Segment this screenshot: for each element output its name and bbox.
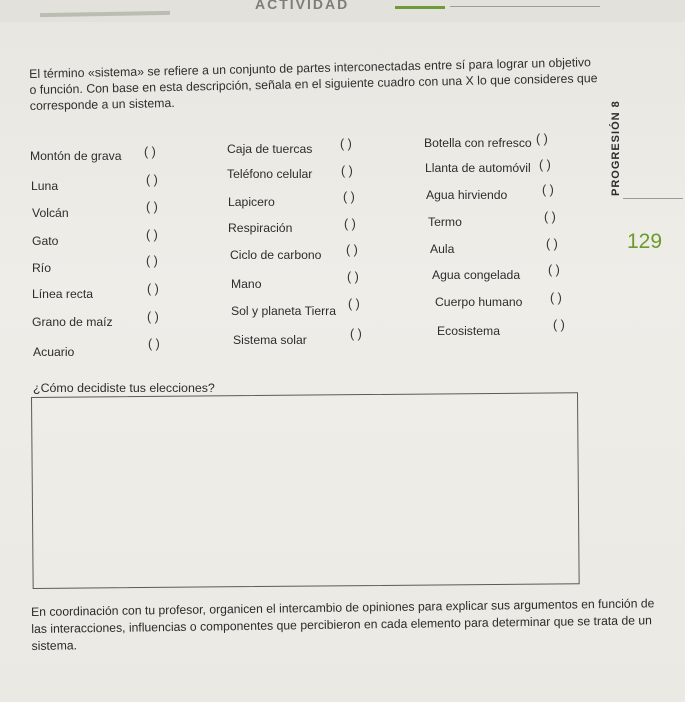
item-label: Aula bbox=[430, 242, 455, 256]
page-number: 129 bbox=[627, 230, 663, 253]
checkbox-parens[interactable]: ( ) bbox=[550, 291, 562, 305]
checkbox-parens[interactable]: ( ) bbox=[553, 318, 565, 332]
checkbox-parens[interactable]: ( ) bbox=[148, 337, 160, 351]
item-label: Ecosistema bbox=[437, 324, 500, 338]
checkbox-parens[interactable]: ( ) bbox=[147, 282, 159, 296]
answer-box[interactable] bbox=[31, 392, 580, 589]
item-label: Línea recta bbox=[32, 287, 93, 301]
checkbox-parens[interactable]: ( ) bbox=[346, 243, 358, 257]
item-label: Termo bbox=[428, 215, 462, 229]
checkbox-parens[interactable]: ( ) bbox=[544, 210, 556, 224]
item-label: Gato bbox=[32, 234, 59, 248]
checkbox-parens[interactable]: ( ) bbox=[146, 200, 158, 214]
item-label: Cuerpo humano bbox=[435, 295, 523, 309]
progression-side-label bbox=[610, 100, 624, 198]
item-label: Botella con refresco bbox=[424, 136, 532, 150]
checkbox-parens[interactable]: ( ) bbox=[341, 164, 353, 178]
side-divider bbox=[623, 198, 683, 199]
item-label: Ciclo de carbono bbox=[230, 248, 322, 262]
checkbox-parens[interactable]: ( ) bbox=[147, 310, 159, 324]
item-label: Respiración bbox=[228, 221, 293, 235]
item-label: Mano bbox=[231, 277, 262, 291]
checkbox-parens[interactable]: ( ) bbox=[542, 183, 554, 197]
item-label: Sistema solar bbox=[233, 333, 307, 347]
item-label: Grano de maíz bbox=[32, 315, 113, 329]
intro-paragraph: El término «sistema» se refiere a un conjunto de partes interconectadas entre sí para lograr un objetivo o función. Con base en esta descripción, señala en el siguiente cuadro con una X lo que consideres que corresponde a un sistema. bbox=[29, 55, 598, 113]
header-rule-right bbox=[450, 6, 600, 7]
item-label: Sol y planeta Tierra bbox=[231, 304, 337, 318]
item-label: Montón de grava bbox=[30, 149, 122, 163]
checkbox-parens[interactable]: ( ) bbox=[539, 158, 551, 172]
item-label: Agua congelada bbox=[432, 268, 521, 282]
item-label: Río bbox=[32, 261, 51, 275]
checkbox-parens[interactable]: ( ) bbox=[146, 254, 158, 268]
checkbox-parens[interactable]: ( ) bbox=[548, 263, 560, 277]
checkbox-parens[interactable]: ( ) bbox=[348, 297, 360, 311]
checkbox-parens[interactable]: ( ) bbox=[536, 132, 548, 146]
progression-label-text: PROGRESIÓN 8 bbox=[610, 100, 622, 196]
item-label: Llanta de automóvil bbox=[425, 161, 531, 175]
item-label: Luna bbox=[31, 179, 59, 193]
checkbox-parens[interactable]: ( ) bbox=[344, 217, 356, 231]
checkbox-parens[interactable]: ( ) bbox=[146, 173, 158, 187]
item-label: Teléfono celular bbox=[227, 167, 313, 181]
checkbox-parens[interactable]: ( ) bbox=[347, 270, 359, 284]
item-label: Lapicero bbox=[228, 195, 275, 209]
checkbox-parens[interactable]: ( ) bbox=[146, 228, 158, 242]
item-label: Acuario bbox=[33, 345, 75, 359]
checkbox-parens[interactable]: ( ) bbox=[343, 190, 355, 204]
checkbox-parens[interactable]: ( ) bbox=[546, 237, 558, 251]
item-label: Caja de tuercas bbox=[227, 142, 313, 156]
item-label: Volcán bbox=[32, 206, 69, 220]
question-text: ¿Cómo decidiste tus elecciones? bbox=[33, 381, 215, 395]
checkbox-parens[interactable]: ( ) bbox=[340, 137, 352, 151]
instructions-paragraph: En coordinación con tu profesor, organicen el intercambio de opiniones para explicar sus argumentos en función de las interacciones, influencias o componentes que percibieron en cada elemento para determinar que se trata de un sistema. bbox=[31, 596, 655, 653]
activity-title: ACTIVIDAD bbox=[255, 0, 350, 12]
item-label: Agua hirviendo bbox=[426, 188, 508, 202]
checkbox-parens[interactable]: ( ) bbox=[144, 145, 156, 159]
checkbox-parens[interactable]: ( ) bbox=[350, 327, 362, 341]
header-rule-accent bbox=[395, 6, 445, 9]
